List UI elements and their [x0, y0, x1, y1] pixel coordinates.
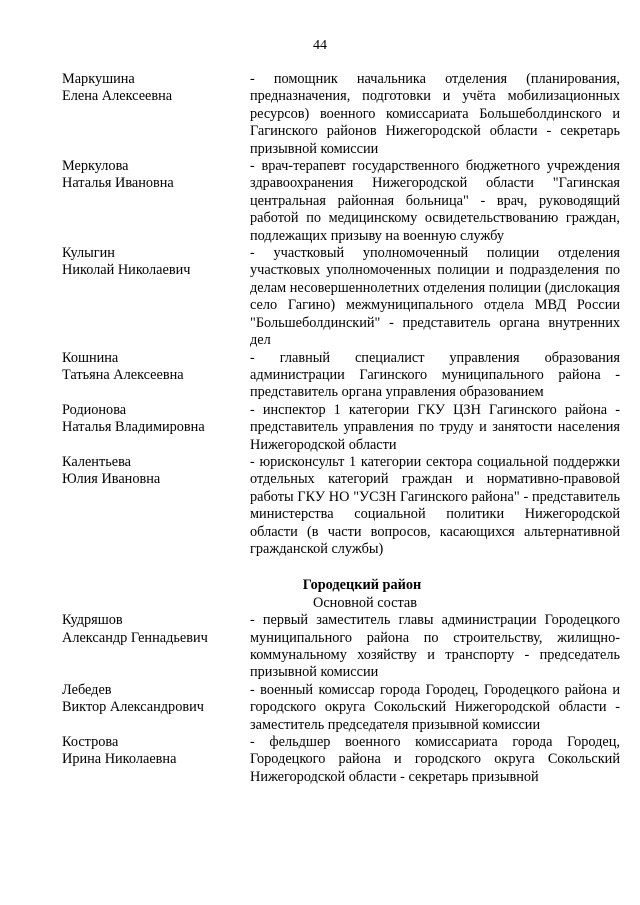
member-role: - военный комиссар города Городец, Городецкого района и городского округа Сокольский Нижегородской области - заместитель председателя призывной комиссии	[250, 681, 620, 733]
member-surname: Маркушина	[62, 71, 135, 87]
member-role: - инспектор 1 категории ГКУ ЦЗН Гагинского района - представитель управления по труду и занятости населения Нижегородской области	[250, 401, 620, 453]
member-entry	[62, 454, 620, 558]
member-given-names: Юлия Ивановна	[62, 471, 161, 488]
member-role: - главный специалист управления образования администрации Гагинского муниципального района - представитель органа управления образованием	[250, 349, 620, 401]
section-subtitle: Основной состав	[313, 594, 417, 611]
member-surname: Родионова	[62, 401, 127, 418]
member-entry	[62, 682, 620, 734]
member-surname: Кошнина	[62, 349, 119, 366]
member-entry	[62, 350, 620, 402]
member-given-names: Елена Алексеевна	[62, 88, 173, 105]
member-name	[62, 402, 250, 454]
document-body	[62, 71, 620, 786]
member-entry	[62, 402, 620, 454]
member-name	[62, 350, 250, 402]
member-entry	[62, 734, 620, 786]
member-surname: Кострова	[62, 734, 119, 751]
member-role: - первый заместитель главы администрации Городецкого муниципального района по строительству, жилищно-коммунальному хозяйству и транспорту - председатель призывной комиссии	[250, 612, 620, 681]
member-entry	[62, 158, 620, 245]
member-given-names: Николай Николаевич	[62, 262, 191, 279]
member-name	[62, 245, 250, 349]
member-entry	[62, 71, 620, 158]
member-given-names: Ирина Николаевна	[62, 751, 177, 768]
member-surname: Лебедев	[62, 681, 112, 698]
member-surname: Меркулова	[62, 158, 129, 175]
member-entry	[62, 245, 620, 349]
member-surname: Кулыгин	[62, 245, 115, 262]
member-name	[62, 682, 250, 734]
member-name	[62, 71, 250, 158]
member-entry	[62, 612, 620, 682]
member-surname: Кудряшов	[62, 612, 123, 629]
member-name	[62, 612, 250, 682]
member-name	[62, 158, 250, 245]
member-role: - юрисконсульт 1 категории сектора социальной поддержки отдельных категорий граждан и нормативно-правовой работы ГКУ НО "УСЗН Гагинского района" - представитель министерства социальной политики Нижегородской области (в части вопросов, касающихся альтернативной гражданской службы)	[250, 453, 620, 557]
member-given-names: Наталья Владимировна	[62, 419, 205, 436]
section-header	[62, 577, 620, 612]
member-given-names: Виктор Александрович	[62, 699, 204, 716]
page-number: 44	[313, 38, 327, 53]
member-role: - участковый уполномоченный полиции отделения участковых уполномоченных полиции и подразделения по делам несовершеннолетних отделения полиции (дислокация село Гагино) межмуниципального отдела МВД России "Большеболдинский" - представитель органа внутренних дел	[250, 245, 620, 349]
member-given-names: Наталья Ивановна	[62, 175, 174, 192]
member-name	[62, 454, 250, 558]
member-role: - помощник начальника отделения (планирования, предназначения, подготовки и учёта мобилизационных ресурсов) военного комиссариата Большеболдинского и Гагинского районов Нижегородской области - секретарь призывной комиссии	[250, 71, 620, 157]
member-name	[62, 734, 250, 786]
member-given-names: Татьяна Алексеевна	[62, 366, 184, 383]
section-title: Городецкий район	[302, 577, 422, 594]
member-role: - фельдшер военного комиссариата города Городец, Городецкого района и городского округа Сокольский Нижегородской области - секретарь призывной	[250, 734, 620, 785]
member-surname: Калентьева	[62, 453, 131, 470]
member-role: - врач-терапевт государственного бюджетного учреждения здравоохранения Нижегородской области "Гагинская центральная районная больница" - врач, руководящий работой по медицинскому освидетельствованию граждан, подлежащих призыву на военную службу	[250, 158, 620, 244]
member-given-names: Александр Геннадьевич	[62, 629, 208, 646]
